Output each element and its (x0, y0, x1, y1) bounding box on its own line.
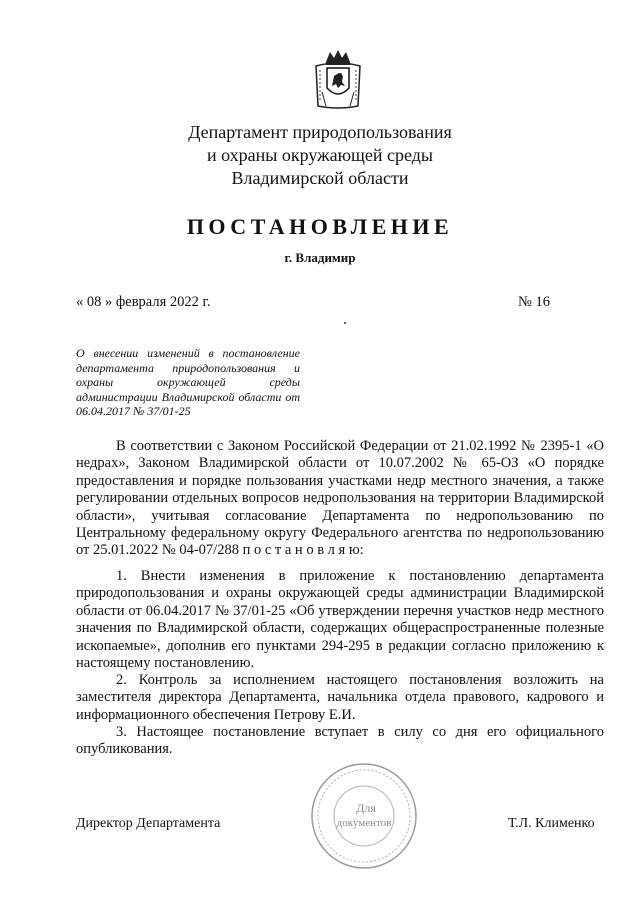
document-number: № 16 (518, 294, 550, 310)
body-preamble (76, 438, 604, 560)
stamp-text-line-1: Для (356, 801, 376, 815)
preamble-text: В соответствии с Законом Российской Федерации от 21.02.1992 № 2395-1 «О недрах», Законом Владимирской области от 10.07.2002 № 65-ОЗ «О порядке предоставления и порядке пользования участками недр местного значения, а также регулировании отдельных вопросов недропользования на территории Владимирской области», учитывая согласование Департамента по недропользованию по Центральному федеральному округу Федерального агентства по недропользованию от 25.01.2022 № 04-07/288 (76, 438, 604, 559)
stamp-text-line-2: документов (336, 817, 392, 829)
item-2-text: 2. Контроль за исполнением настоящего постановления возложить на заместителя директора Департамента, начальника отдела правового, кадрового и информационного обеспечения Петрову Е.И. (76, 672, 604, 723)
item-1-text: 1. Внести изменения в приложение к постановлению департамента природопользования и охраны окружающей среды администрации Владимирской области от 06.04.2017 № 37/01-25 «Об утверждении перечня участков недр местного значения по Владимирской области, содержащих общераспространенные полезные ископаемые», дополнив его пунктами 294-295 в редакции согласно приложению к настоящему постановлению. (76, 568, 604, 672)
document-date: « 08 » февраля 2022 г. (76, 294, 211, 310)
stray-dot (344, 322, 346, 324)
decree-word: п о с т а н о в л я ю: (242, 542, 364, 559)
document-subject: О внесении изменений в постановление департамента природопользования и охраны окружающей среды администрации Владимирской области от 06.04.2017 № 37/01-25 (76, 346, 300, 418)
stamp-seal-icon (308, 760, 420, 872)
department-name-line-1: Департамент природопользования (188, 122, 452, 142)
item-3-text: 3. Настоящее постановление вступает в силу со дня его официального опубликования. (76, 724, 604, 758)
department-name-line-3: Владимирской области (231, 168, 409, 188)
document-title: ПОСТАНОВЛЕНИЕ (186, 214, 454, 239)
signer-name: Т.Л. Клименко (508, 816, 595, 831)
item-2 (76, 672, 604, 724)
signer-position: Директор Департамента (76, 816, 221, 831)
item-1 (76, 568, 604, 672)
document-city: г. Владимир (284, 250, 356, 265)
department-name-line-2: и охраны окружающей среды (206, 145, 434, 165)
item-3 (76, 724, 604, 759)
coat-of-arms-icon (312, 48, 364, 110)
